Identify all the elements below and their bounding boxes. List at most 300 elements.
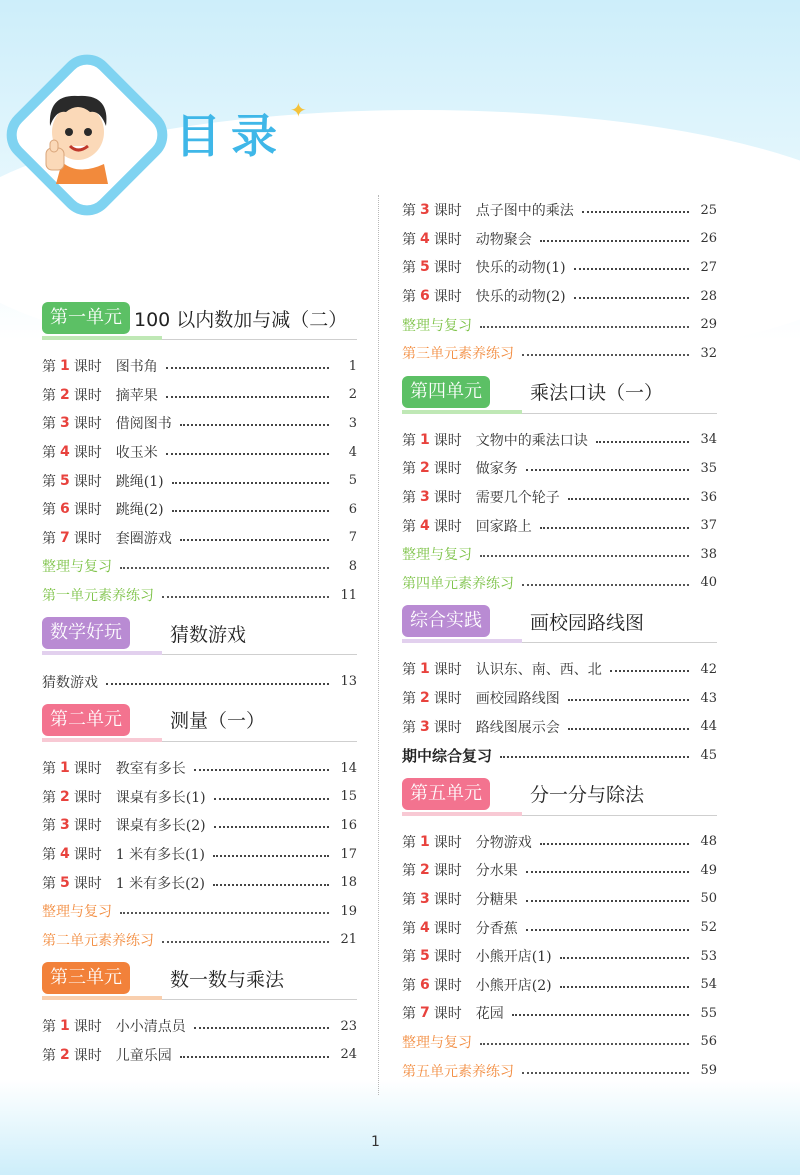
page-ref: 2 — [348, 387, 357, 403]
lesson-prefix: 第 — [402, 231, 416, 248]
lesson-title: 快乐的动物(1) — [475, 260, 566, 277]
boy-thumbs-up-icon — [38, 84, 118, 184]
lesson-title: 分物游戏 — [475, 834, 532, 851]
entry-title: 猜数游戏 — [42, 674, 98, 691]
lesson-label: 课时 — [73, 473, 102, 490]
right-column — [402, 196, 717, 1085]
page-ref: 13 — [340, 674, 357, 690]
decor — [42, 994, 357, 1000]
page-ref: 55 — [700, 1005, 717, 1021]
lesson-label: 课时 — [433, 977, 462, 994]
entry-title: 第四单元素养练习 — [402, 575, 514, 592]
lesson-row[interactable] — [42, 438, 357, 467]
page-ref: 11 — [340, 587, 357, 603]
lesson-row[interactable] — [402, 426, 717, 455]
lesson-title: 分香蕉 — [475, 920, 518, 937]
leader-dots — [106, 683, 329, 685]
page-ref: 56 — [700, 1034, 717, 1050]
lesson-number: 3 — [420, 718, 430, 735]
lesson-prefix: 第 — [42, 445, 56, 462]
leader-dots — [480, 555, 689, 557]
lesson-prefix: 第 — [402, 949, 416, 966]
lesson-number: 1 — [60, 358, 70, 375]
page-ref: 32 — [700, 345, 717, 361]
lesson-row[interactable] — [42, 381, 357, 410]
page-ref: 36 — [700, 489, 717, 505]
decor — [42, 738, 162, 742]
lesson-number: 1 — [420, 661, 430, 678]
entry-title: 第一单元素养练习 — [42, 588, 154, 605]
lesson-row[interactable] — [402, 999, 717, 1028]
decor — [42, 340, 357, 352]
lesson-row[interactable] — [42, 868, 357, 897]
toc-entry[interactable] — [402, 339, 717, 368]
leader-dots — [172, 510, 329, 512]
leader-dots — [180, 539, 329, 541]
unit5-title: 分一分与除法 — [530, 784, 645, 806]
practice-unit-badge: 综合实践 — [402, 605, 490, 637]
page-ref: 50 — [700, 891, 717, 907]
leader-dots — [540, 843, 689, 845]
lesson-prefix: 第 — [402, 461, 416, 478]
lesson-prefix: 第 — [402, 1006, 416, 1023]
lesson-prefix: 第 — [402, 662, 416, 679]
lesson-prefix: 第 — [42, 416, 56, 433]
lesson-label: 课时 — [433, 461, 462, 478]
lesson-title: 分水果 — [475, 863, 518, 880]
page-ref: 26 — [700, 231, 717, 247]
lesson-title: 图书角 — [115, 359, 158, 376]
decor — [42, 649, 357, 655]
leader-dots — [120, 567, 329, 569]
lesson-label: 课时 — [433, 432, 462, 449]
lesson-row[interactable] — [402, 483, 717, 512]
practice-unit-header — [402, 603, 717, 639]
page-ref: 19 — [340, 903, 357, 919]
unit3-badge: 第三单元 — [42, 962, 130, 994]
leader-dots — [166, 396, 329, 398]
unit2-header — [42, 702, 357, 738]
toc-entry[interactable] — [42, 897, 357, 926]
entry-title: 期中综合复习 — [402, 746, 493, 765]
lesson-number: 4 — [60, 444, 70, 461]
lesson-prefix: 第 — [42, 761, 56, 778]
page-ref: 16 — [340, 817, 357, 833]
leader-dots — [162, 941, 329, 943]
decor — [402, 816, 717, 828]
lesson-label: 课时 — [433, 260, 462, 277]
lesson-label: 课时 — [433, 231, 462, 248]
lesson-number: 2 — [420, 460, 430, 477]
leader-dots — [526, 469, 689, 471]
lesson-prefix: 第 — [42, 875, 56, 892]
page-ref: 18 — [340, 875, 357, 891]
lesson-prefix: 第 — [42, 1047, 56, 1064]
lesson-label: 课时 — [433, 490, 462, 507]
lesson-prefix: 第 — [402, 518, 416, 535]
decor — [42, 334, 357, 340]
lesson-label: 课时 — [433, 289, 462, 306]
lesson-row[interactable] — [42, 495, 357, 524]
lesson-label: 课时 — [433, 662, 462, 679]
lesson-title: 套圈游戏 — [115, 530, 172, 547]
lesson-row[interactable] — [42, 840, 357, 869]
lesson-prefix: 第 — [42, 818, 56, 835]
leader-dots — [194, 1027, 329, 1029]
decor — [402, 810, 717, 816]
lesson-prefix: 第 — [402, 203, 416, 220]
toc-entry[interactable] — [402, 540, 717, 569]
page-ref: 28 — [700, 288, 717, 304]
lesson-prefix: 第 — [402, 891, 416, 908]
lesson-title: 课桌有多长(2) — [115, 818, 206, 835]
lesson-row[interactable] — [402, 454, 717, 483]
toc-entry[interactable] — [402, 1028, 717, 1057]
page-ref: 43 — [700, 690, 717, 706]
lesson-title: 认识东、南、西、北 — [475, 662, 602, 679]
unit5-badge: 第五单元 — [402, 778, 490, 810]
leader-dots — [172, 482, 329, 484]
math-play-badge: 数学好玩 — [42, 617, 130, 649]
leader-dots — [214, 826, 329, 828]
lesson-number: 1 — [60, 1018, 70, 1035]
lesson-label: 课时 — [433, 834, 462, 851]
leader-dots — [480, 326, 689, 328]
page-ref: 1 — [348, 358, 357, 374]
lesson-row[interactable] — [42, 466, 357, 495]
entry-title: 整理与复习 — [402, 317, 472, 334]
leader-dots — [574, 297, 689, 299]
lesson-number: 3 — [60, 817, 70, 834]
lesson-number: 3 — [420, 202, 430, 219]
lesson-title: 文物中的乘法口诀 — [475, 432, 588, 449]
unit1-header — [42, 300, 357, 336]
page-ref: 34 — [700, 432, 717, 448]
lesson-prefix: 第 — [42, 530, 56, 547]
leader-dots — [213, 884, 329, 886]
lesson-row[interactable] — [42, 1041, 357, 1070]
decor — [402, 812, 522, 816]
page-ref: 38 — [700, 546, 717, 562]
lesson-row[interactable] — [402, 253, 717, 282]
lesson-title: 摘苹果 — [115, 387, 158, 404]
entry-title: 整理与复习 — [42, 904, 112, 921]
page-ref: 14 — [340, 760, 357, 776]
lesson-row[interactable] — [402, 970, 717, 999]
lesson-row[interactable] — [402, 942, 717, 971]
lesson-number: 2 — [420, 690, 430, 707]
toc-entry[interactable] — [402, 310, 717, 339]
lesson-row[interactable] — [402, 225, 717, 254]
lesson-title: 小熊开店(2) — [475, 977, 552, 994]
leader-dots — [596, 441, 689, 443]
lesson-label: 课时 — [73, 847, 102, 864]
lesson-prefix: 第 — [402, 490, 416, 507]
leader-dots — [214, 798, 329, 800]
decor — [402, 414, 717, 426]
lesson-row[interactable] — [402, 282, 717, 311]
page-ref: 25 — [700, 202, 717, 218]
lesson-title: 需要几个轮子 — [475, 490, 560, 507]
lesson-label: 课时 — [73, 387, 102, 404]
lesson-row[interactable] — [402, 885, 717, 914]
decor — [42, 736, 357, 742]
lesson-row[interactable] — [42, 783, 357, 812]
toc-entry[interactable] — [42, 926, 357, 955]
leader-dots — [512, 1014, 689, 1016]
lesson-prefix: 第 — [402, 920, 416, 937]
lesson-row[interactable] — [402, 196, 717, 225]
lesson-number: 7 — [60, 529, 70, 546]
leader-dots — [582, 211, 689, 213]
lesson-row[interactable] — [42, 409, 357, 438]
decor — [42, 655, 357, 667]
page-ref: 15 — [340, 789, 357, 805]
lesson-title: 教室有多长 — [115, 761, 186, 778]
leader-dots — [166, 367, 329, 369]
lesson-label: 课时 — [433, 891, 462, 908]
leader-dots — [194, 769, 329, 771]
lesson-title: 动物聚会 — [475, 231, 532, 248]
lesson-title: 跳绳(1) — [115, 473, 164, 490]
lesson-title: 跳绳(2) — [115, 502, 164, 519]
leader-dots — [560, 986, 689, 988]
practice-unit-title: 画校园路线图 — [530, 611, 645, 634]
leader-dots — [526, 871, 689, 873]
decor — [42, 336, 162, 340]
math-play-header — [42, 615, 357, 651]
unit5-header — [402, 776, 717, 812]
page-ref: 37 — [700, 518, 717, 534]
leader-dots — [522, 354, 689, 356]
lesson-label: 课时 — [73, 789, 102, 806]
footer-background — [0, 1080, 800, 1175]
page-ref: 24 — [340, 1047, 357, 1063]
lesson-number: 7 — [420, 1005, 430, 1022]
lesson-prefix: 第 — [402, 432, 416, 449]
lesson-label: 课时 — [433, 518, 462, 535]
lesson-prefix: 第 — [42, 502, 56, 519]
toc-entry[interactable] — [42, 581, 357, 610]
leader-dots — [180, 1056, 329, 1058]
lesson-number: 6 — [60, 501, 70, 518]
lesson-row[interactable] — [42, 524, 357, 553]
lesson-row[interactable] — [402, 913, 717, 942]
lesson-label: 课时 — [433, 1006, 462, 1023]
lesson-prefix: 第 — [402, 691, 416, 708]
page-ref: 8 — [348, 558, 357, 574]
leader-dots — [480, 1043, 689, 1045]
page-ref: 35 — [700, 460, 717, 476]
page-ref: 6 — [348, 501, 357, 517]
page-ref: 44 — [700, 719, 717, 735]
lesson-number: 2 — [60, 1046, 70, 1063]
leader-dots — [166, 453, 329, 455]
lesson-title: 借阅图书 — [115, 416, 172, 433]
lesson-row[interactable] — [42, 754, 357, 783]
lesson-number: 4 — [420, 230, 430, 247]
leader-dots — [500, 756, 689, 758]
unit1-title: 100 以内数加与减（二） — [134, 308, 348, 331]
lesson-prefix: 第 — [402, 719, 416, 736]
lesson-title: 画校园路线图 — [475, 691, 560, 708]
lesson-label: 课时 — [73, 875, 102, 892]
decor — [402, 639, 522, 643]
leader-dots — [540, 527, 689, 529]
lesson-label: 课时 — [433, 719, 462, 736]
lesson-title: 1 米有多长(2) — [115, 875, 205, 892]
lesson-number: 4 — [420, 919, 430, 936]
leader-dots — [180, 424, 329, 426]
lesson-row[interactable] — [402, 684, 717, 713]
decor — [42, 1000, 357, 1012]
page-ref: 21 — [340, 932, 357, 948]
page-ref: 59 — [700, 1063, 717, 1079]
leader-dots — [610, 670, 689, 672]
leader-dots — [568, 498, 689, 500]
lesson-prefix: 第 — [42, 387, 56, 404]
lesson-prefix: 第 — [42, 1019, 56, 1036]
lesson-number: 1 — [420, 431, 430, 448]
entry-title: 整理与复习 — [42, 559, 112, 576]
lesson-prefix: 第 — [402, 834, 416, 851]
toc-entry[interactable] — [42, 552, 357, 581]
toc-entry[interactable] — [42, 667, 357, 696]
lesson-number: 4 — [60, 846, 70, 863]
lesson-label: 课时 — [433, 691, 462, 708]
lesson-number: 3 — [420, 890, 430, 907]
toc-entry[interactable] — [402, 741, 717, 770]
lesson-title: 小小清点员 — [115, 1019, 186, 1036]
lesson-number: 2 — [60, 788, 70, 805]
lesson-title: 小熊开店(1) — [475, 949, 552, 966]
lesson-prefix: 第 — [402, 977, 416, 994]
lesson-title: 路线图展示会 — [475, 719, 560, 736]
lesson-row[interactable] — [42, 811, 357, 840]
entry-title: 整理与复习 — [402, 1034, 472, 1051]
lesson-number: 5 — [420, 259, 430, 276]
lesson-prefix: 第 — [42, 847, 56, 864]
lesson-number: 2 — [60, 386, 70, 403]
lesson-title: 分糖果 — [475, 891, 518, 908]
lesson-row[interactable] — [402, 511, 717, 540]
page-ref: 54 — [700, 977, 717, 993]
lesson-row[interactable] — [402, 828, 717, 857]
lesson-title: 花园 — [475, 1006, 504, 1023]
lesson-label: 课时 — [73, 502, 102, 519]
lesson-row[interactable] — [42, 352, 357, 381]
decor — [402, 408, 717, 414]
left-column — [42, 300, 357, 1069]
column-divider — [378, 195, 379, 1095]
lesson-label: 课时 — [433, 203, 462, 220]
lesson-row[interactable] — [402, 856, 717, 885]
lesson-label: 课时 — [73, 445, 102, 462]
lesson-row[interactable] — [402, 655, 717, 684]
lesson-label: 课时 — [433, 863, 462, 880]
math-play-title: 猜数游戏 — [170, 623, 247, 646]
entry-title: 第五单元素养练习 — [402, 1063, 514, 1080]
page-ref: 29 — [700, 317, 717, 333]
entry-title: 第三单元素养练习 — [402, 346, 514, 363]
toc-entry[interactable] — [402, 569, 717, 598]
leader-dots — [526, 929, 689, 931]
unit4-title: 乘法口诀（一） — [530, 382, 664, 405]
page-ref: 4 — [348, 444, 357, 460]
lesson-title: 课桌有多长(1) — [115, 789, 206, 806]
lesson-label: 课时 — [73, 1019, 102, 1036]
toc-entry[interactable] — [402, 1056, 717, 1085]
page-ref: 17 — [340, 846, 357, 862]
lesson-title: 回家路上 — [475, 518, 532, 535]
lesson-title: 1 米有多长(1) — [115, 847, 205, 864]
decor — [42, 996, 162, 1000]
decor — [42, 651, 162, 655]
page-ref: 52 — [700, 920, 717, 936]
lesson-row[interactable] — [42, 1012, 357, 1041]
lesson-prefix: 第 — [402, 289, 416, 306]
unit2-badge: 第二单元 — [42, 704, 130, 736]
lesson-prefix: 第 — [42, 359, 56, 376]
entry-title: 整理与复习 — [402, 547, 472, 564]
leader-dots — [540, 240, 689, 242]
lesson-title: 做家务 — [475, 461, 518, 478]
decor — [402, 643, 717, 655]
leader-dots — [522, 1072, 689, 1074]
lesson-number: 1 — [420, 833, 430, 850]
page-ref: 49 — [700, 862, 717, 878]
page-ref: 7 — [348, 530, 357, 546]
lesson-number: 2 — [420, 862, 430, 879]
lesson-number: 6 — [420, 288, 430, 305]
lesson-prefix: 第 — [402, 863, 416, 880]
page-ref: 42 — [700, 661, 717, 677]
lesson-prefix: 第 — [402, 260, 416, 277]
decor — [402, 410, 522, 414]
unit1-badge: 第一单元 — [42, 302, 130, 334]
page-ref: 3 — [348, 415, 357, 431]
unit4-header — [402, 374, 717, 410]
lesson-row[interactable] — [402, 712, 717, 741]
lesson-label: 课时 — [73, 761, 102, 778]
lesson-number: 3 — [420, 489, 430, 506]
lesson-prefix: 第 — [42, 789, 56, 806]
lesson-number: 1 — [60, 760, 70, 777]
lesson-label: 课时 — [73, 359, 102, 376]
leader-dots — [120, 912, 329, 914]
lesson-label: 课时 — [433, 920, 462, 937]
lesson-number: 5 — [60, 874, 70, 891]
lesson-label: 课时 — [73, 530, 102, 547]
lesson-number: 3 — [60, 415, 70, 432]
page-ref: 27 — [700, 259, 717, 275]
lesson-number: 4 — [420, 517, 430, 534]
page-ref: 53 — [700, 948, 717, 964]
leader-dots — [568, 699, 689, 701]
lesson-label: 课时 — [73, 818, 102, 835]
sparkle-icon: ✦ — [290, 98, 307, 122]
lesson-number: 6 — [420, 976, 430, 993]
unit3-title: 数一数与乘法 — [170, 968, 285, 991]
decor — [402, 637, 717, 643]
lesson-title: 点子图中的乘法 — [475, 203, 574, 220]
unit2-title: 测量（一） — [170, 710, 266, 733]
unit3-header — [42, 960, 357, 996]
page-ref: 45 — [700, 747, 717, 763]
lesson-prefix: 第 — [42, 473, 56, 490]
leader-dots — [560, 957, 689, 959]
lesson-label: 课时 — [73, 416, 102, 433]
